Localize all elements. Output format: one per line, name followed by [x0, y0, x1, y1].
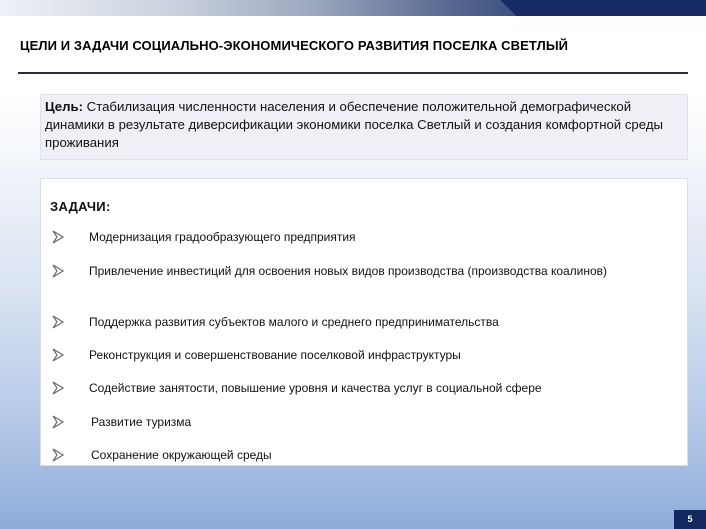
arrow-bullet-icon — [51, 263, 65, 279]
list-item — [51, 263, 681, 279]
arrow-bullet-icon — [51, 414, 65, 430]
list-item — [51, 314, 681, 330]
title-divider — [18, 72, 688, 74]
task-text: Содействие занятости, повышение уровня и качества услуг в социальной сфере — [89, 381, 542, 395]
task-text: Привлечение инвестиций для освоения новых видов производства (производства коалинов) — [89, 264, 608, 278]
task-text: Развитие туризма — [91, 415, 192, 429]
list-item — [51, 380, 681, 396]
list-item — [51, 229, 681, 245]
goal-label: Цель: — [45, 99, 84, 114]
list-item — [51, 347, 681, 363]
arrow-bullet-icon — [51, 380, 65, 396]
task-text: Поддержка развития субъектов малого и среднего предпринимательства — [89, 315, 499, 329]
arrow-bullet-icon — [51, 229, 65, 245]
tasks-heading: ЗАДАЧИ: — [50, 199, 111, 214]
goal-text: Стабилизация численности населения и обеспечение положительной демографической динамики в результате диверсификации экономики поселка Светлый и создания комфортной среды проживания — [45, 99, 663, 150]
task-text: Модернизация градообразующего предприятия — [89, 230, 356, 244]
top-corner-accent — [500, 0, 706, 16]
goal-box — [40, 94, 688, 160]
list-item — [51, 414, 681, 430]
tasks-box — [40, 178, 688, 466]
arrow-bullet-icon — [51, 314, 65, 330]
arrow-bullet-icon — [51, 447, 65, 463]
task-text: Сохранение окружающей среды — [91, 448, 272, 462]
arrow-bullet-icon — [51, 347, 65, 363]
page-number: 5 — [674, 510, 706, 529]
slide-title: ЦЕЛИ И ЗАДАЧИ СОЦИАЛЬНО-ЭКОНОМИЧЕСКОГО РАЗВИТИЯ ПОСЕЛКА СВЕТЛЫЙ — [20, 38, 569, 53]
task-text: Реконструкция и совершенствование поселковой инфраструктуры — [89, 348, 461, 362]
list-item — [51, 447, 681, 463]
